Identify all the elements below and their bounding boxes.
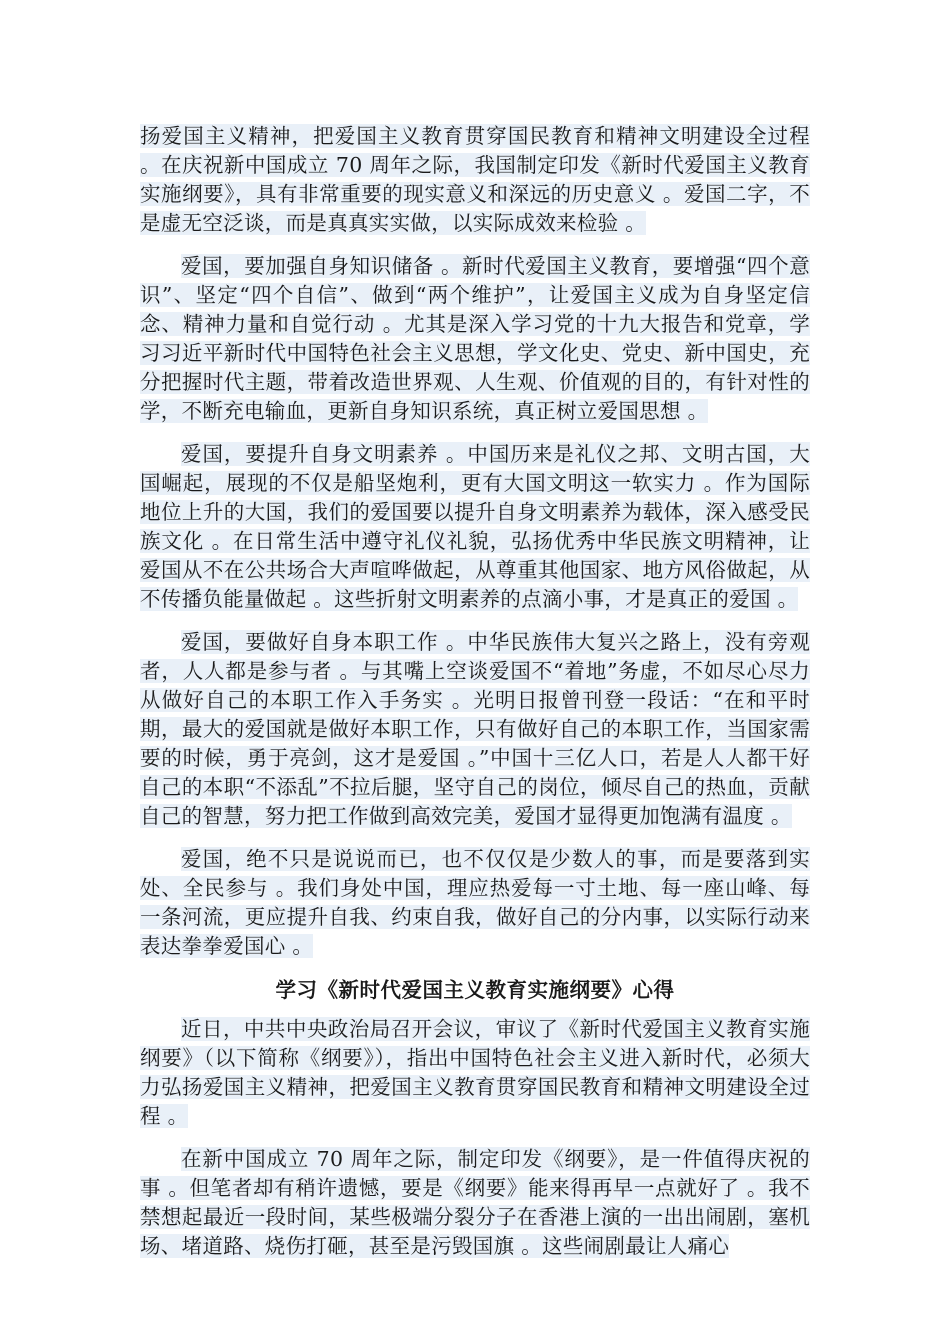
paragraph-2 <box>140 252 810 426</box>
paragraph-1-text: 扬爱国主义精神，把爱国主义教育贯穿国民教育和精神文明建设全过程 。在庆祝新中国成立 70 周年之际，我国制定印发《新时代爱国主义教育实施纲要》，具有非常重要的现实意义和深远的历史意义 。爱国二字，不是虚无空泛谈，而是真真实实做，以实际成效来检验 。 <box>140 124 810 235</box>
paragraph-5 <box>140 845 810 961</box>
paragraph-2-text: 爱国，要加强自身知识储备 。新时代爱国主义教育，要增强“四个意识”、坚定“四个自信”、做到“两个维护”，让爱国主义成为自身坚定信念、精神力量和自觉行动 。尤其是深入学习党的十九大报告和党章，学习习近平新时代中国特色社会主义思想，学文化史、党史、新中国史，充分把握时代主题，带着改造世界观、人生观、价值观的目的，有针对性的学，不断充电输血，更新自身知识系统，真正树立爱国思想 。 <box>140 254 810 423</box>
paragraph-5-text: 爱国，绝不只是说说而已，也不仅仅是少数人的事，而是要落到实处、全民参与 。我们身处中国，理应热爱每一寸土地、每一座山峰、每一条河流，更应提升自我、约束自我，做好自己的分内事，以实际行动来表达拳拳爱国心 。 <box>140 847 810 958</box>
document-page <box>140 122 810 1275</box>
paragraph-7 <box>140 1145 810 1261</box>
paragraph-4-text: 爱国，要做好自身本职工作 。中华民族伟大复兴之路上，没有旁观者，人人都是参与者 。与其嘴上空谈爱国不“着地”务虚，不如尽心尽力从做好自己的本职工作入手务实 。光明日报曾刊登一段话：“在和平时期，最大的爱国就是做好本职工作，只有做好自己的本职工作，当国家需要的时候，勇于亮剑，这才是爱国 。”中国十三亿人口，若是人人都干好自己的本职“不添乱”不拉后腿，坚守自己的岗位，倾尽自己的热血，贡献自己的智慧，努力把工作做到高效完美，爱国才显得更加饱满有温度 。 <box>140 630 810 828</box>
paragraph-6-text: 近日，中共中央政治局召开会议，审议了《新时代爱国主义教育实施纲要》（以下简称《纲要》），指出中国特色社会主义进入新时代，必须大力弘扬爱国主义精神，把爱国主义教育贯穿国民教育和精神文明建设全过程 。 <box>140 1017 810 1128</box>
paragraph-7-text: 在新中国成立 70 周年之际，制定印发《纲要》，是一件值得庆祝的事 。但笔者却有稍许遗憾，要是《纲要》能来得再早一点就好了 。我不禁想起最近一段时间，某些极端分裂分子在香港上演的一出出闹剧，塞机场、堵道路、烧伤打砸，甚至是污毁国旗 。这些闹剧最让人痛心 <box>140 1147 810 1258</box>
paragraph-3 <box>140 440 810 614</box>
paragraph-4 <box>140 628 810 831</box>
paragraph-1 <box>140 122 810 238</box>
paragraph-6 <box>140 1015 810 1131</box>
section-heading: 学习《新时代爱国主义教育实施纲要》心得 <box>275 978 675 1002</box>
paragraph-3-text: 爱国，要提升自身文明素养 。中国历来是礼仪之邦、文明古国，大国崛起，展现的不仅是船坚炮利，更有大国文明这一软实力 。作为国际地位上升的大国，我们的爱国要以提升自身文明素养为载体，深入感受民族文化 。在日常生活中遵守礼仪礼貌，弘扬优秀中华民族文明精神，让爱国从不在公共场合大声喧哗做起，从尊重其他国家、地方风俗做起，从不传播负能量做起 。这些折射文明素养的点滴小事，才是真正的爱国 。 <box>140 442 810 611</box>
